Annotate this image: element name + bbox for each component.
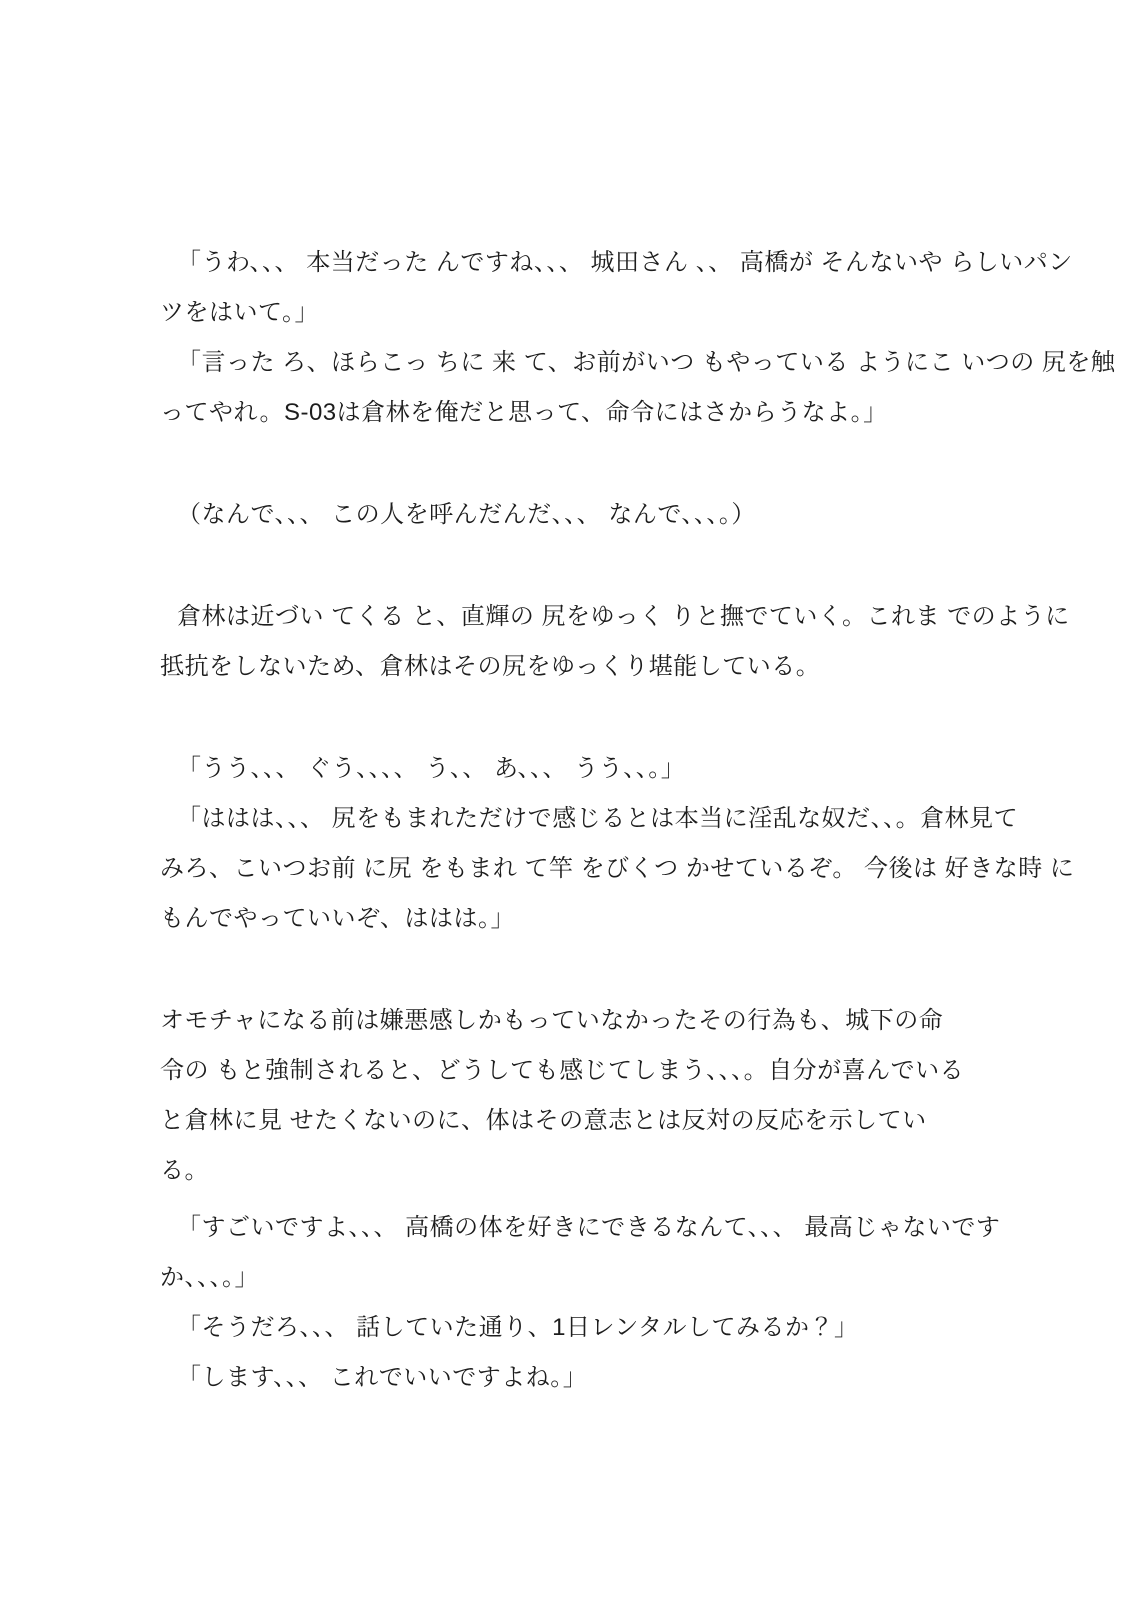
text-line: と倉林に見 せたくないのに、体はその意志とは反対の反応を示してい	[160, 1107, 927, 1134]
text-line: オモチャになる前は嫌悪感しかもっていなかったその行為も、城下の命	[160, 1007, 944, 1034]
text-line: 倉林は近づい てくる と、直輝の 尻をゆっく りと撫でていく。これま でのように	[177, 603, 1070, 630]
text-line: 「ははは、、、 尻をもまれただけで感じるとは本当に淫乱な奴だ、、。倉林見て	[177, 805, 1019, 832]
text-line: 抵抗をしないため、倉林はその尻をゆっくり堪能している。	[160, 653, 821, 680]
text-line: 「します、、、 これでいいですよね。」	[177, 1364, 588, 1391]
text-line: 「そうだろ、、、 話していた通り、1日レンタルしてみるか？」	[177, 1314, 859, 1341]
text-line: （なんで、、、 この人を呼んだんだ、、、 なんで、、、。）	[177, 501, 756, 528]
text-line: 「言った ろ、ほらこっ ちに 来 て、お前がいつ もやっている ようにこ いつの 尻を触	[177, 349, 1116, 376]
text-line: ってやれ。S-03は倉林を俺だと思って、命令にはさからうなよ。」	[160, 399, 888, 426]
text-line: 令の もと強制されると、どうしても感じてしまう、、、。自分が喜んでいる	[160, 1057, 965, 1084]
text-line: 「すごいですよ、、、 高橋の体を好きにできるなんて、、、 最高じゃないです	[177, 1214, 1001, 1241]
text-line: ツをはいて。」	[160, 299, 320, 326]
text-line: る。	[160, 1157, 209, 1184]
text-line: もんでやっていいぞ、ははは。」	[160, 905, 516, 932]
body-text	[160, 238, 1116, 1403]
text-line: か、、、。」	[160, 1264, 259, 1291]
text-line: 「うう、、、 ぐう、、、、 う、、 あ、、、 うう、、。」	[177, 755, 686, 782]
text-line: 「うわ、、、 本当だった んですね、、、 城田さん 、、 高橋が そんないや らしいパン	[177, 249, 1073, 276]
text-line: みろ、こいつお前 に尻 をもまれ て竿 をびくつ かせているぞ。 今後は 好きな時 に	[160, 855, 1075, 882]
